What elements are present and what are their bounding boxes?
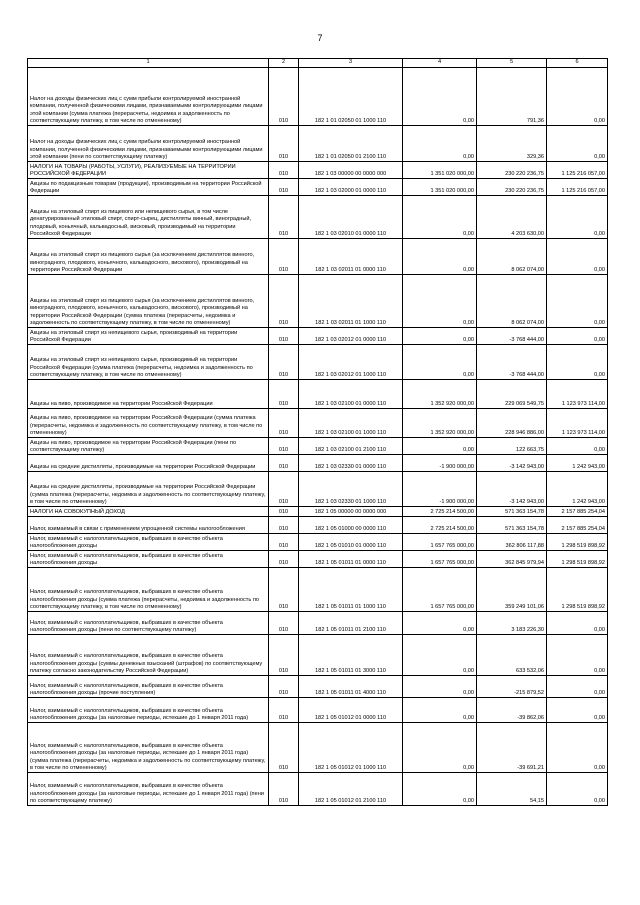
row-approved: 1 351 020 000,00 — [403, 162, 477, 179]
row-line-code: 010 — [269, 409, 299, 438]
table-row — [28, 517, 608, 534]
row-unexecuted: 0,00 — [547, 68, 608, 126]
row-executed: 8 062 074,00 — [477, 239, 547, 275]
row-unexecuted: 0,00 — [547, 676, 608, 698]
row-budget-code: 182 1 03 02330 01 1000 110 — [299, 472, 403, 507]
row-line-code: 010 — [269, 162, 299, 179]
row-budget-code: 182 1 05 01011 01 2100 110 — [299, 612, 403, 635]
row-executed: 571 363 154,78 — [477, 517, 547, 534]
row-unexecuted: 0,00 — [547, 126, 608, 162]
row-approved: 0,00 — [403, 698, 477, 723]
row-budget-code: 182 1 05 01000 00 0000 110 — [299, 517, 403, 534]
row-budget-code: 182 1 03 02000 01 0000 110 — [299, 179, 403, 196]
row-executed: 571 363 154,78 — [477, 507, 547, 517]
table-row — [28, 455, 608, 472]
row-approved: 2 725 214 500,00 — [403, 507, 477, 517]
row-budget-code: 182 1 05 01012 01 1000 110 — [299, 723, 403, 773]
row-line-code: 010 — [269, 698, 299, 723]
row-budget-code: 182 1 05 01011 01 1000 110 — [299, 568, 403, 612]
row-approved: -1 900 000,00 — [403, 455, 477, 472]
table-row — [28, 438, 608, 455]
table-row — [28, 239, 608, 275]
row-unexecuted: 0,00 — [547, 328, 608, 345]
row-name: Акцизы на этиловый спирт из пищевого сырья (за исключением дистиллятов винного, виноградного, плодового, коньячного, кальвадосного, вискового), производимый на территории Российской Федерации (сумма платежа (перерасчеты, недоимка и задолженность по соответствующему платежу, в том числе по отмененному) — [28, 275, 269, 328]
row-budget-code: 182 1 03 02011 01 0000 110 — [299, 239, 403, 275]
row-unexecuted: 0,00 — [547, 438, 608, 455]
row-budget-code: 182 1 03 02100 01 0000 110 — [299, 380, 403, 409]
row-budget-code: 182 1 05 01011 01 3000 110 — [299, 635, 403, 676]
row-name: Акцизы на пиво, производимое на территории Российской Федерации — [28, 380, 269, 409]
row-budget-code: 182 1 05 01012 01 0000 110 — [299, 698, 403, 723]
row-name: Налог на доходы физических лиц с сумм прибыли контролируемой иностранной компании, полученной физическими лицами, признаваемыми контролирующими лицами этой компании (пени по соответствующему платежу) — [28, 126, 269, 162]
table-row — [28, 568, 608, 612]
row-executed: 791,36 — [477, 68, 547, 126]
table-row — [28, 612, 608, 635]
row-executed: 228 946 886,00 — [477, 409, 547, 438]
row-executed: 362 806 117,88 — [477, 534, 547, 551]
row-approved: -1 900 000,00 — [403, 472, 477, 507]
row-approved: 0,00 — [403, 438, 477, 455]
row-budget-code: 182 1 03 02100 01 2100 110 — [299, 438, 403, 455]
row-name: Акцизы на этиловый спирт из пищевого или непищевого сырья, в том числе денатурированный этиловый спирт, спирт-сырец, дистилляты винный, виноградный, плодовый, коньячный, кальвадосный, висковый, производимый на территории Российской Федерации — [28, 196, 269, 239]
row-approved: 0,00 — [403, 275, 477, 328]
column-header-4: 4 — [403, 59, 477, 68]
row-name: Акцизы на пиво, производимое на территории Российской Федерации (сумма платежа (перерасчеты, недоимка и задолженность по соответствующему платежу, в том числе по отмененному) — [28, 409, 269, 438]
row-executed: -3 142 943,00 — [477, 455, 547, 472]
table-row — [28, 409, 608, 438]
row-executed: 229 069 549,75 — [477, 380, 547, 409]
row-approved: 0,00 — [403, 635, 477, 676]
table-row — [28, 507, 608, 517]
row-executed: -39 862,06 — [477, 698, 547, 723]
row-budget-code: 182 1 05 01011 01 4000 110 — [299, 676, 403, 698]
row-line-code: 010 — [269, 380, 299, 409]
table-row — [28, 551, 608, 568]
column-header-6: 6 — [547, 59, 608, 68]
row-budget-code: 182 1 03 02011 01 1000 110 — [299, 275, 403, 328]
table-row — [28, 345, 608, 380]
row-name: Акцизы на средние дистилляты, производимые на территории Российской Федерации (сумма платежа (перерасчеты, недоимка и задолженность по соответствующему платежу, в том числе по отмененному) — [28, 472, 269, 507]
row-unexecuted: 1 298 519 898,92 — [547, 551, 608, 568]
column-header-1: 1 — [28, 59, 269, 68]
table-row — [28, 534, 608, 551]
column-header-3: 3 — [299, 59, 403, 68]
row-budget-code: 182 1 01 02050 01 2100 110 — [299, 126, 403, 162]
row-name: Налог, взимаемый в связи с применением упрощенной системы налогообложения — [28, 517, 269, 534]
row-name: НАЛОГИ НА СОВОКУПНЫЙ ДОХОД — [28, 507, 269, 517]
row-approved: 0,00 — [403, 126, 477, 162]
row-line-code: 010 — [269, 551, 299, 568]
row-unexecuted: 0,00 — [547, 698, 608, 723]
row-unexecuted: 1 242 943,00 — [547, 455, 608, 472]
table-row — [28, 773, 608, 806]
table-row — [28, 275, 608, 328]
row-executed: 230 220 236,75 — [477, 162, 547, 179]
row-name: Налог, взимаемый с налогоплательщиков, выбравших в качестве объекта налогообложения доходы (прочие поступления) — [28, 676, 269, 698]
row-executed: 4 203 630,00 — [477, 196, 547, 239]
row-name: Акцизы на средние дистилляты, производимые на территории Российской Федерации — [28, 455, 269, 472]
row-approved: 1 352 920 000,00 — [403, 380, 477, 409]
row-line-code: 010 — [269, 635, 299, 676]
row-budget-code: 182 1 03 02012 01 0000 110 — [299, 328, 403, 345]
row-executed: 54,15 — [477, 773, 547, 806]
row-executed: 3 183 226,30 — [477, 612, 547, 635]
row-budget-code: 182 1 03 02100 01 1000 110 — [299, 409, 403, 438]
row-approved: 0,00 — [403, 773, 477, 806]
column-header-2: 2 — [269, 59, 299, 68]
row-approved: 1 657 765 000,00 — [403, 551, 477, 568]
row-approved: 2 725 214 500,00 — [403, 517, 477, 534]
row-budget-code: 182 1 05 01010 01 0000 110 — [299, 534, 403, 551]
row-name: Налог на доходы физических лиц с сумм прибыли контролируемой иностранной компании, полученной физическими лицами, признаваемыми контролирующими лицами этой компании (сумма платежа (перерасчеты, недоимка и задолженность по соответствующему платежу, в том числе по отмененному) — [28, 68, 269, 126]
row-budget-code: 182 1 03 02010 01 0000 110 — [299, 196, 403, 239]
row-unexecuted: 0,00 — [547, 612, 608, 635]
row-executed: 359 249 101,06 — [477, 568, 547, 612]
table-row — [28, 126, 608, 162]
row-line-code: 010 — [269, 612, 299, 635]
row-unexecuted: 2 157 885 254,04 — [547, 507, 608, 517]
row-unexecuted: 0,00 — [547, 635, 608, 676]
row-line-code: 010 — [269, 179, 299, 196]
row-executed: -3 142 943,00 — [477, 472, 547, 507]
row-approved: 0,00 — [403, 345, 477, 380]
row-line-code: 010 — [269, 275, 299, 328]
row-line-code: 010 — [269, 676, 299, 698]
row-line-code: 010 — [269, 455, 299, 472]
row-budget-code: 182 1 03 02012 01 1000 110 — [299, 345, 403, 380]
table-row — [28, 380, 608, 409]
row-budget-code: 182 1 05 01011 01 0000 110 — [299, 551, 403, 568]
row-line-code: 010 — [269, 773, 299, 806]
row-name: НАЛОГИ НА ТОВАРЫ (РАБОТЫ, УСЛУГИ), РЕАЛИЗУЕМЫЕ НА ТЕРРИТОРИИ РОССИЙСКОЙ ФЕДЕРАЦИИ — [28, 162, 269, 179]
row-budget-code: 182 1 01 02050 01 1000 110 — [299, 68, 403, 126]
row-approved: 0,00 — [403, 196, 477, 239]
table-row — [28, 196, 608, 239]
row-approved: 1 657 765 000,00 — [403, 534, 477, 551]
row-name: Акцизы на этиловый спирт из пищевого сырья (за исключением дистиллятов винного, виноградного, плодового, коньячного, кальвадосного, вискового), производимый на территории Российской Федерации — [28, 239, 269, 275]
row-line-code: 010 — [269, 126, 299, 162]
row-unexecuted: 1 123 973 114,00 — [547, 380, 608, 409]
row-budget-code: 182 1 05 01012 01 2100 110 — [299, 773, 403, 806]
row-approved: 0,00 — [403, 612, 477, 635]
table-row — [28, 635, 608, 676]
row-line-code: 010 — [269, 472, 299, 507]
row-approved: 0,00 — [403, 239, 477, 275]
row-line-code: 010 — [269, 196, 299, 239]
table-header-row — [28, 59, 608, 68]
row-line-code: 010 — [269, 517, 299, 534]
row-approved: 1 351 020 000,00 — [403, 179, 477, 196]
page-number: 7 — [317, 33, 323, 43]
row-approved: 1 352 920 000,00 — [403, 409, 477, 438]
row-line-code: 010 — [269, 507, 299, 517]
row-executed: 329,36 — [477, 126, 547, 162]
row-unexecuted: 1 125 216 057,00 — [547, 179, 608, 196]
row-unexecuted: 0,00 — [547, 345, 608, 380]
row-unexecuted: 1 298 519 898,92 — [547, 568, 608, 612]
row-executed: 8 062 074,00 — [477, 275, 547, 328]
row-executed: 230 220 236,75 — [477, 179, 547, 196]
row-name: Акцизы по подакцизным товарам (продукции), производимым на территории Российской Федерации — [28, 179, 269, 196]
row-executed: -3 768 444,00 — [477, 328, 547, 345]
row-unexecuted: 1 242 943,00 — [547, 472, 608, 507]
row-approved: 0,00 — [403, 676, 477, 698]
row-budget-code: 182 1 03 00000 00 0000 000 — [299, 162, 403, 179]
row-executed: 362 845 979,94 — [477, 551, 547, 568]
row-name: Налог, взимаемый с налогоплательщиков, выбравших в качестве объекта налогообложения доходы (сумма платежа (перерасчеты, недоимка и задолженность по соответствующему платежу, в том числе по отмененному) — [28, 568, 269, 612]
row-approved: 0,00 — [403, 68, 477, 126]
row-line-code: 010 — [269, 568, 299, 612]
row-name: Налог, взимаемый с налогоплательщиков, выбравших в качестве объекта налогообложения доходы (за налоговые периоды, истекшие до 1 января 2011 года) — [28, 698, 269, 723]
revenue-table — [27, 58, 608, 806]
row-approved: 1 657 765 000,00 — [403, 568, 477, 612]
row-executed: -215 879,52 — [477, 676, 547, 698]
table-row — [28, 162, 608, 179]
row-line-code: 010 — [269, 345, 299, 380]
row-approved: 0,00 — [403, 723, 477, 773]
row-line-code: 010 — [269, 68, 299, 126]
table-row — [28, 676, 608, 698]
row-name: Налог, взимаемый с налогоплательщиков, выбравших в качестве объекта налогообложения доходы — [28, 551, 269, 568]
row-name: Акцизы на пиво, производимое на территории Российской Федерации (пени по соответствующему платежу) — [28, 438, 269, 455]
row-name: Акцизы на этиловый спирт из непищевого сырья, производимый на территории Российской Федерации (сумма платежа (перерасчеты, недоимка и задолженность по соответствующему платежу, в том числе по отмененному) — [28, 345, 269, 380]
row-name: Налог, взимаемый с налогоплательщиков, выбравших в качестве объекта налогообложения доходы (за налоговые периоды, истекшие до 1 января 2011 года) (сумма платежа (перерасчеты, недоимка и задолженность по соответствующему платежу, в том числе по отмененному) — [28, 723, 269, 773]
row-budget-code: 182 1 05 00000 00 0000 000 — [299, 507, 403, 517]
row-name: Налог, взимаемый с налогоплательщиков, выбравших в качестве объекта налогообложения доходы (суммы денежных взысканий (штрафов) по соответствующему платежу согласно законодательству Российской Федерации) — [28, 635, 269, 676]
table-row — [28, 698, 608, 723]
table-row — [28, 179, 608, 196]
row-name: Налог, взимаемый с налогоплательщиков, выбравших в качестве объекта налогообложения доходы (пени по соответствующему платежу) — [28, 612, 269, 635]
row-line-code: 010 — [269, 239, 299, 275]
row-budget-code: 182 1 03 02330 01 0000 110 — [299, 455, 403, 472]
row-unexecuted: 1 125 216 057,00 — [547, 162, 608, 179]
row-unexecuted: 0,00 — [547, 275, 608, 328]
row-name: Налог, взимаемый с налогоплательщиков, выбравших в качестве объекта налогообложения доходы (за налоговые периоды, истекшие до 1 января 2011 года) (пени по соответствующему платежу) — [28, 773, 269, 806]
row-unexecuted: 0,00 — [547, 723, 608, 773]
row-unexecuted: 1 123 973 114,00 — [547, 409, 608, 438]
row-unexecuted: 1 298 519 898,92 — [547, 534, 608, 551]
table-row — [28, 723, 608, 773]
row-unexecuted: 2 157 885 254,04 — [547, 517, 608, 534]
row-line-code: 010 — [269, 534, 299, 551]
row-line-code: 010 — [269, 723, 299, 773]
table-row — [28, 68, 608, 126]
row-line-code: 010 — [269, 328, 299, 345]
row-unexecuted: 0,00 — [547, 239, 608, 275]
row-executed: 122 663,75 — [477, 438, 547, 455]
row-unexecuted: 0,00 — [547, 196, 608, 239]
row-approved: 0,00 — [403, 328, 477, 345]
row-executed: -39 691,21 — [477, 723, 547, 773]
table-row — [28, 328, 608, 345]
row-name: Налог, взимаемый с налогоплательщиков, выбравших в качестве объекта налогообложения доходы — [28, 534, 269, 551]
row-line-code: 010 — [269, 438, 299, 455]
column-header-5: 5 — [477, 59, 547, 68]
row-name: Акцизы на этиловый спирт из непищевого сырья, производимый на территории Российской Федерации — [28, 328, 269, 345]
row-executed: -3 768 444,00 — [477, 345, 547, 380]
table-body — [28, 68, 608, 806]
table-row — [28, 472, 608, 507]
row-unexecuted: 0,00 — [547, 773, 608, 806]
row-executed: 633 532,06 — [477, 635, 547, 676]
